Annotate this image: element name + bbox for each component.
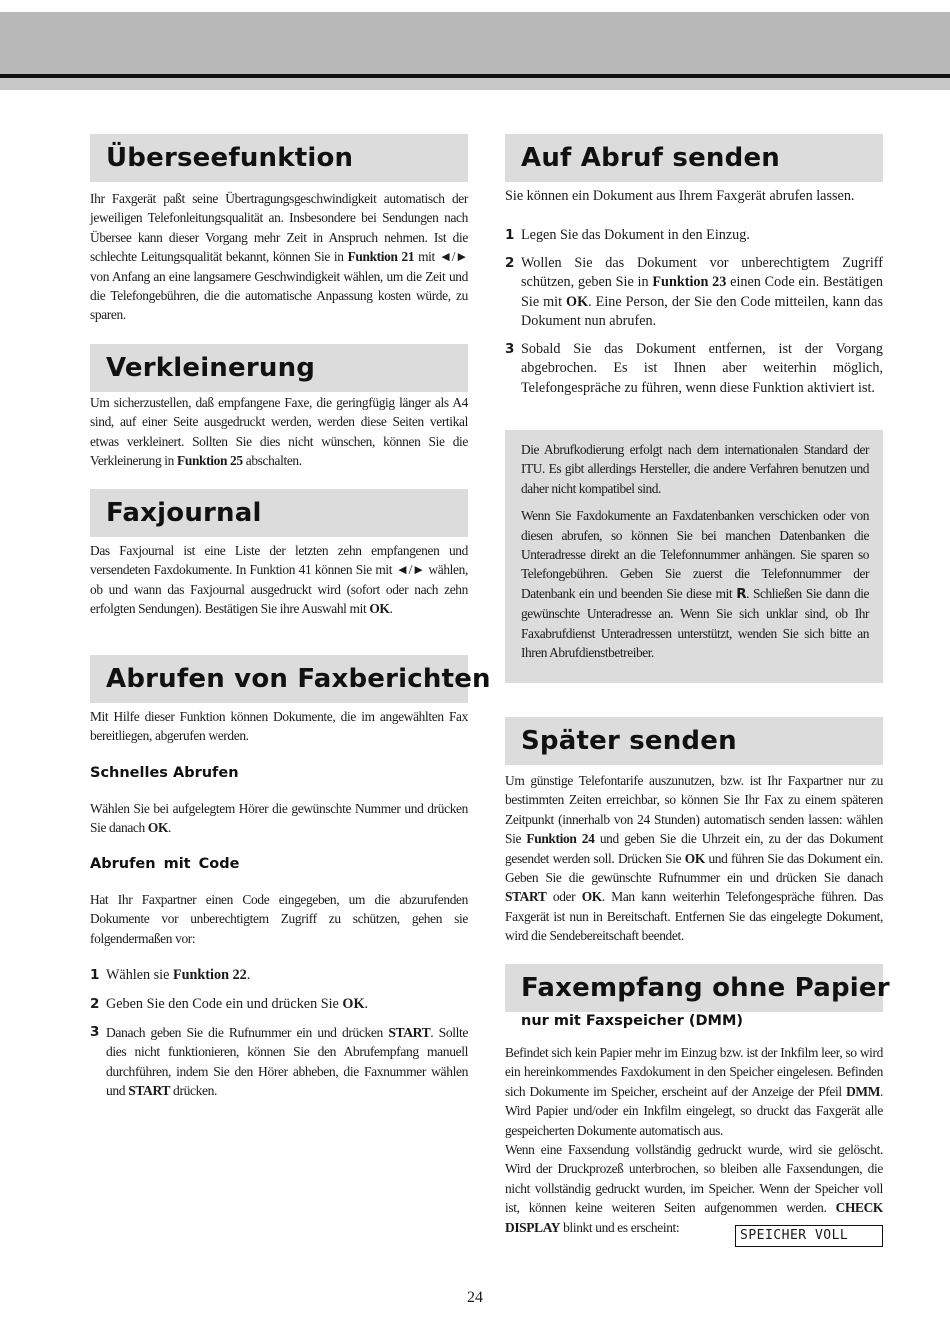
heading-auf-abruf-senden: Auf Abruf senden (505, 134, 883, 182)
text-part: drücken. (170, 1083, 218, 1099)
text-bold: START (388, 1025, 431, 1040)
text-bold: OK (342, 996, 365, 1012)
text-bold: Funktion 25 (177, 453, 243, 469)
heading-verkleinerung: Verkleinerung (90, 344, 468, 392)
text-bold: DMM (846, 1083, 880, 1099)
text-part: Wenn eine Faxsendung vollständig gedruckt wurde, wird sie gelöscht. Wird der Druckprozeß unterbrochen, so bleiben alle Faxsendungen, die nicht vollständig gedruckt wurden, im Speicher. Wenn der Speicher voll ist, können keine weiteren Seiten aufgenommen werden. (505, 1142, 883, 1216)
faxempfang-text (505, 1043, 883, 1237)
key-r-label: R (736, 586, 747, 602)
display-readout: SPEICHER VOLL (735, 1225, 883, 1247)
step-text (106, 966, 468, 985)
step-number: 3 (505, 341, 515, 357)
spaeter-senden-text (505, 771, 883, 946)
text-part: Das Faxjournal ist eine Liste der letzten zehn empfangenen und versendeten Faxdokumente. In Funktion 41 können Sie mit ◄/► wählen, ob und wann das Faxjournal ausgedruckt wird (sofort oder nach zehn erfolgten Sendungen). Bestätigen Sie ihre Auswahl mit (90, 543, 468, 617)
page-number: 24 (467, 1289, 483, 1306)
faxjournal-text (90, 541, 468, 619)
text-bold: OK (566, 293, 589, 310)
heading-abrufen-von-faxberichten: Abrufen von Faxberichten (90, 655, 468, 703)
text-bold: Funktion 24 (526, 831, 595, 847)
step-number: 3 (90, 1024, 100, 1040)
text-part: . Man kann weiterhin Telefongespräche führen. Das Faxgerät ist nun in Bereitschaft. Entfernen Sie das eingelegte Dokument, wird die Sendebereitschaft beendet. (505, 889, 883, 944)
text-bold: Funktion 23 (652, 274, 727, 291)
text-part: Um sicherzustellen, daß empfangene Faxe, die geringfügig länger als A4 sind, auf einer Seite ausgedruckt werden, werden diese Seiten vertikal etwas verkleinert. Sollten Sie dies nicht wünschen, können Sie die Verkleinerung in (90, 395, 468, 469)
text-part: Um günstige Telefontarife auszunutzen, bzw. ist Ihr Faxpartner nur zu bestimmten Zeiten erreichbar, so können Sie Ihr Fax zu einem späteren Zeitpunkt (innerhalb von 24 Stunden) automatisch senden lassen: wählen Sie (505, 773, 883, 847)
text-part: . Wird Papier und/oder ein Inkfilm eingelegt, so druckt das Faxgerät alle gespeicherten Dokumente automatisch aus. (505, 1083, 883, 1138)
step-number: 2 (505, 255, 515, 271)
text-part: oder (546, 889, 582, 905)
text-bold: START (128, 1083, 171, 1099)
text-bold: Funktion 21 (347, 249, 415, 265)
text-bold: OK (147, 820, 169, 836)
text-bold: START (505, 889, 547, 905)
text-part: Befindet sich kein Papier mehr im Einzug bzw. ist der Inkfilm leer, so wird ein hereinkommendes Faxdokument in den Speicher eingelesen. Befinden sich Dokumente im Speicher, erscheint auf der Anzeige der Pfeil (505, 1045, 883, 1099)
text-part: . Schließen Sie dann die gewünschte Unteradresse an. Wenn Sie sich unklar sind, ob Ihr Faxabrufdienst Unteradressen unterstützt, wenden Sie sich bitte an Ihren Abrufdienstbetreiber. (521, 585, 869, 661)
text-part: . (389, 601, 393, 617)
step-number: 2 (90, 996, 100, 1012)
note-paragraph: Die Abrufkodierung erfolgt nach dem internationalen Standard der ITU. Es gibt allerdings Hersteller, die andere Verfahren benutzen und daher nicht kompatibel sind. (521, 442, 869, 496)
text-part: und führen Sie das Dokument ein. Geben Sie die gewünschte Rufnummer ein und drücken Sie danach (505, 850, 883, 886)
text-part: . (168, 820, 172, 836)
text-part: mit ◄/► von Anfang an eine langsamere Geschwindigkeit wählen, um die Zeit und die Telefongebühren, die die automatische Anpassung kosten würde, zu sparen. (90, 249, 468, 323)
step-text: Legen Sie das Dokument in den Einzug. (521, 227, 750, 243)
text-bold: OK (369, 601, 390, 617)
text-bold: OK (581, 889, 602, 905)
heading-ueberseefunktion: Überseefunktion (90, 134, 468, 182)
info-note-box (505, 430, 883, 683)
auf-abruf-intro: Sie können ein Dokument aus Ihrem Faxgerät abrufen lassen. (505, 188, 855, 204)
subheading-schnelles-abrufen: Schnelles Abrufen (90, 765, 239, 781)
text-part: blinkt und es erscheint: (560, 1219, 680, 1235)
verkleinerung-text (90, 393, 468, 471)
step-text (106, 995, 468, 1014)
step-number: 1 (90, 967, 100, 983)
heading-spaeter-senden: Später senden (505, 717, 883, 765)
subheading-faxspeicher: nur mit Faxspeicher (DMM) (521, 1013, 744, 1029)
text-part: Danach geben Sie die Rufnummer ein und drücken (106, 1025, 389, 1040)
text-part: Wählen Sie bei aufgelegtem Hörer die gewünschte Nummer und drücken Sie danach (90, 801, 468, 836)
text-part: Ihr Faxgerät paßt seine Übertragungsgeschwindigkeit automatisch der jeweiligen Telefonleitungsqualität an. Insbesondere bei Sendungen nach Übersee kann dieser Vorgang mehr Zeit in Anspruch nehmen. Ist die schlechte Leitungsqualität bekannt, können Sie in (90, 191, 468, 265)
text-bold: Funktion 22 (172, 967, 247, 983)
step-text: Sobald Sie das Dokument entfernen, ist der Vorgang abgebrochen. Es ist Ihnen aber weiterhin möglich, Telefongespräche zu führen, wenn diese Funktion aktiviert ist. (521, 341, 883, 396)
heading-faxjournal: Faxjournal (90, 489, 468, 537)
abrufen-mit-code-text: Hat Ihr Faxpartner einen Code eingegeben, um die abzurufenden Dokumente vor unberechtigtem Zugriff zu schützen, gehen sie folgendermaßen vor: (90, 892, 468, 946)
note-paragraph (521, 506, 869, 662)
text-part: . (364, 996, 369, 1012)
step-text (521, 254, 883, 332)
text-part: Wählen sie (106, 967, 173, 983)
abrufen-intro: Mit Hilfe dieser Funktion können Dokumente, die im angewählten Fax bereitliegen, abgerufen werden. (90, 709, 468, 744)
schnelles-abrufen-text (90, 799, 468, 838)
text-part: Geben Sie den Code ein und drücken Sie (106, 996, 343, 1012)
text-part: einen Code ein. Bestätigen Sie mit (521, 274, 883, 310)
heading-faxempfang-ohne-papier: Faxempfang ohne Papier (505, 964, 883, 1012)
text-bold: CHECK DISPLAY (505, 1200, 883, 1235)
text-part: . Sollte dies nicht funktionieren, können Sie den Abrufempfang manuell durchführen, indem Sie den Hörer abheben, die Faxnummer wählen und (106, 1025, 468, 1099)
ueberseefunktion-text (90, 189, 468, 325)
step-number: 1 (505, 227, 515, 243)
text-part: und geben Sie die Uhrzeit ein, zu der das Dokument gesendet werden soll. Drücken Sie (505, 831, 884, 866)
text-part: Wollen Sie das Dokument vor unberechtigtem Zugriff schützen, geben Sie in (521, 255, 883, 291)
text-part: . Eine Person, der Sie den Code mitteilen, kann das Dokument nun abrufen. (521, 293, 883, 330)
right-column (505, 0, 890, 1344)
step-text (106, 1023, 468, 1101)
text-part: Wenn Sie Faxdokumente an Faxdatenbanken verschicken oder von diesen abrufen, so können Sie bei manchen Datenbanken die Unteradresse direkt an die Telefonnummer anhängen. Sie sparen so Telefongebühren. Geben Sie zuerst die Telefonnummer der Datenbank ein und beenden Sie diese mit (521, 508, 869, 601)
text-part: . (246, 967, 251, 983)
text-part: abschalten. (242, 453, 302, 469)
text-bold: OK (684, 850, 705, 866)
subheading-abrufen-mit-code: Abrufen mit Code (90, 856, 240, 872)
